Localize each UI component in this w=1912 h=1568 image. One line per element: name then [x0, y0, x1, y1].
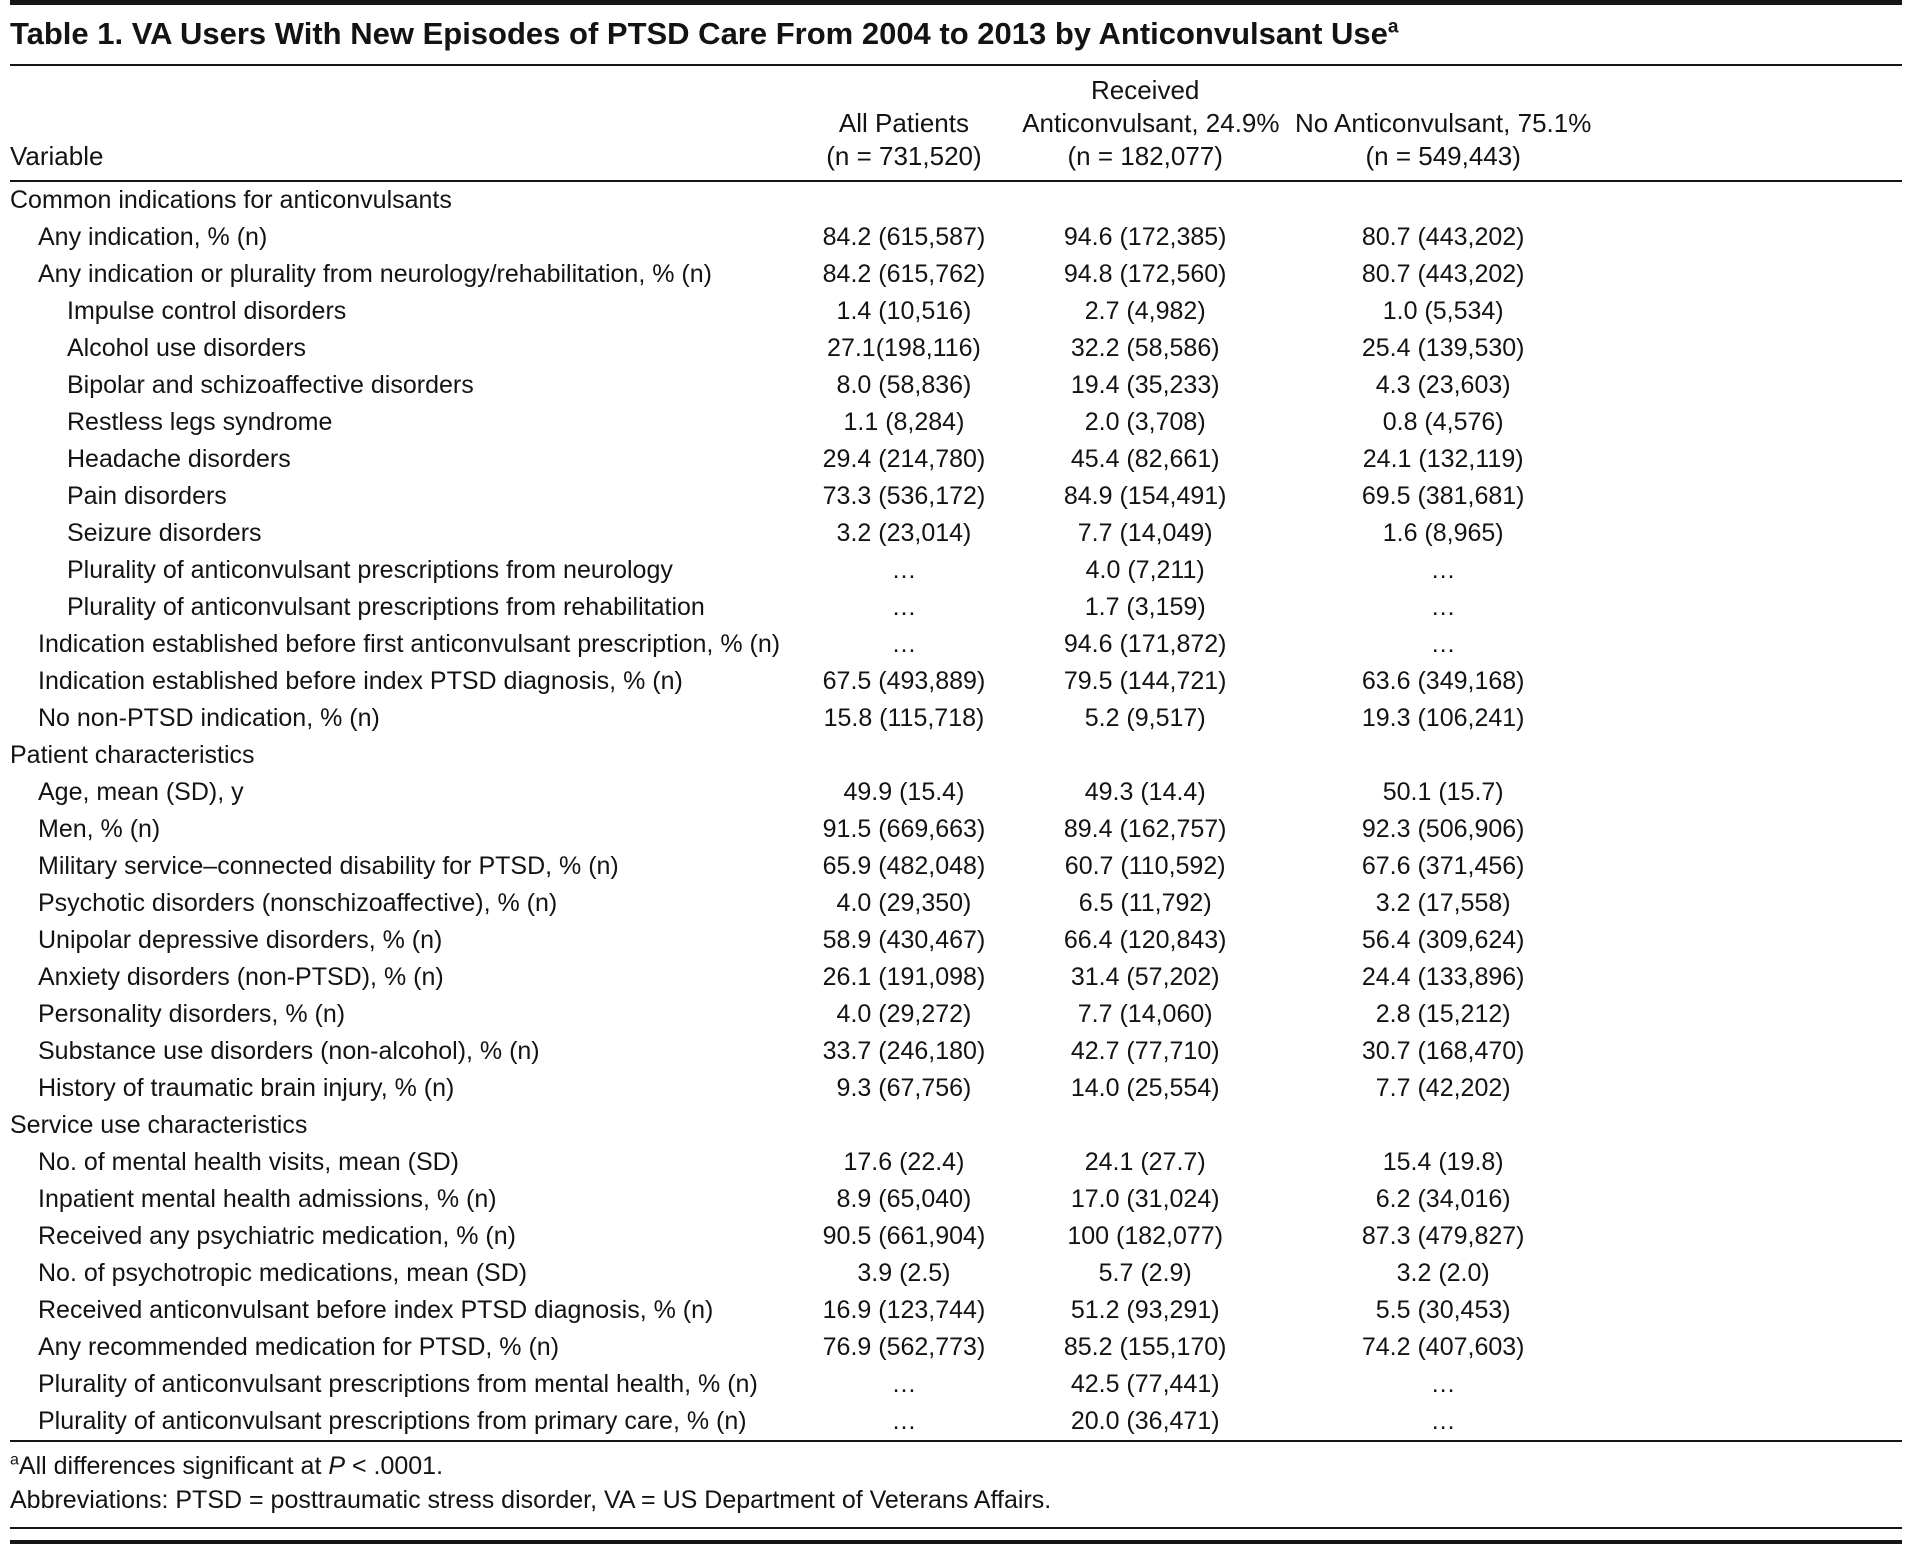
cell-all-patients: 73.3 (536,172) — [822, 482, 986, 510]
row-label: Impulse control disorders — [67, 297, 347, 325]
row-filler — [1618, 1070, 1902, 1107]
table-header — [10, 66, 1902, 181]
table-title — [10, 0, 1902, 66]
cell-all-patients — [786, 181, 1023, 219]
cell-received-anticonvulsant: 85.2 (155,170) — [1063, 1333, 1227, 1361]
row-filler — [1618, 478, 1902, 515]
data-table — [10, 66, 1902, 1440]
cell-no-anticonvulsant: 67.6 (371,456) — [1361, 852, 1525, 880]
cell-no-anticonvulsant: 30.7 (168,470) — [1361, 1037, 1525, 1065]
cell-all-patients: 90.5 (661,904) — [822, 1222, 986, 1250]
row-label: Plurality of anticonvulsant prescriptions from rehabilitation — [67, 593, 705, 621]
row-filler — [1618, 441, 1902, 478]
footnote-significance — [10, 1449, 1902, 1483]
row-filler — [1618, 774, 1902, 811]
table-row — [10, 1033, 1902, 1070]
row-label: Pain disorders — [67, 482, 227, 510]
cell-no-anticonvulsant: … — [1430, 630, 1456, 658]
row-filler — [1618, 367, 1902, 404]
cell-received-anticonvulsant: 79.5 (144,721) — [1063, 667, 1227, 695]
table-title-footnote-marker: a — [1387, 16, 1399, 38]
table-row — [10, 1366, 1902, 1403]
table-row — [10, 441, 1902, 478]
row-label: Indication established before index PTSD diagnosis, % (n) — [38, 667, 683, 695]
cell-no-anticonvulsant — [1268, 737, 1618, 774]
cell-received-anticonvulsant: 89.4 (162,757) — [1063, 815, 1227, 843]
cell-no-anticonvulsant: 15.4 (19.8) — [1382, 1148, 1504, 1176]
row-label: Personality disorders, % (n) — [38, 1000, 346, 1028]
no-anticonvulsant-label: No Anticonvulsant, 75.1% — [1295, 108, 1592, 138]
cell-no-anticonvulsant: 5.5 (30,453) — [1375, 1296, 1511, 1324]
table-header-row — [10, 66, 1902, 181]
cell-all-patients: 84.2 (615,762) — [822, 260, 986, 288]
cell-received-anticonvulsant: 24.1 (27.7) — [1084, 1148, 1206, 1176]
cell-received-anticonvulsant: 4.0 (7,211) — [1085, 556, 1205, 584]
row-filler — [1618, 1292, 1902, 1329]
table-row — [10, 737, 1902, 774]
row-label: Indication established before first anticonvulsant prescription, % (n) — [38, 630, 781, 658]
cell-no-anticonvulsant: 69.5 (381,681) — [1361, 482, 1525, 510]
cell-no-anticonvulsant — [1268, 1107, 1618, 1144]
column-header-no-anticonvulsant — [1268, 66, 1618, 181]
cell-received-anticonvulsant: 60.7 (110,592) — [1064, 852, 1226, 880]
table-row — [10, 1255, 1902, 1292]
row-label: Age, mean (SD), y — [38, 778, 244, 806]
row-label: Unipolar depressive disorders, % (n) — [38, 926, 443, 954]
column-header-all-patients — [786, 66, 1023, 181]
cell-all-patients: 15.8 (115,718) — [823, 704, 985, 732]
table-row — [10, 1403, 1902, 1440]
table-row — [10, 367, 1902, 404]
row-label: Plurality of anticonvulsant prescriptions from mental health, % (n) — [38, 1370, 758, 1398]
cell-all-patients: … — [891, 1370, 917, 1398]
row-filler — [1618, 589, 1902, 626]
table-row — [10, 1292, 1902, 1329]
cell-all-patients: … — [891, 630, 917, 658]
row-filler — [1618, 293, 1902, 330]
table-row — [10, 663, 1902, 700]
table-row — [10, 1329, 1902, 1366]
cell-all-patients: 58.9 (430,467) — [822, 926, 986, 954]
row-label: No non-PTSD indication, % (n) — [38, 704, 380, 732]
row-label: Any indication or plurality from neurology/rehabilitation, % (n) — [38, 260, 712, 288]
table-row — [10, 700, 1902, 737]
row-filler — [1618, 959, 1902, 996]
cell-no-anticonvulsant: 1.0 (5,534) — [1382, 297, 1504, 325]
cell-received-anticonvulsant: 94.6 (171,872) — [1063, 630, 1227, 658]
table-row — [10, 774, 1902, 811]
all-patients-label: All Patients — [838, 108, 969, 138]
table-row — [10, 1181, 1902, 1218]
row-label: Any indication, % (n) — [38, 223, 268, 251]
table-row — [10, 1144, 1902, 1181]
row-filler — [1618, 1033, 1902, 1070]
table-row — [10, 181, 1902, 219]
row-label: No. of mental health visits, mean (SD) — [38, 1148, 459, 1176]
row-filler — [1618, 922, 1902, 959]
cell-all-patients — [786, 1107, 1023, 1144]
cell-no-anticonvulsant: 80.7 (443,202) — [1361, 260, 1525, 288]
row-filler — [1618, 1107, 1902, 1144]
row-label: Patient characteristics — [10, 741, 255, 769]
cell-all-patients: 4.0 (29,350) — [836, 889, 972, 917]
row-label: Received any psychiatric medication, % (n) — [38, 1222, 516, 1250]
table-row — [10, 478, 1902, 515]
row-label: Plurality of anticonvulsant prescriptions from neurology — [67, 556, 673, 584]
table-row — [10, 1107, 1902, 1144]
table-title-text: Table 1. VA Users With New Episodes of PTSD Care From 2004 to 2013 by Anticonvulsant Use — [10, 16, 1388, 51]
cell-no-anticonvulsant: 25.4 (139,530) — [1361, 334, 1525, 362]
cell-all-patients: 65.9 (482,048) — [822, 852, 986, 880]
received-n: (n = 182,077) — [1067, 141, 1223, 171]
cell-received-anticonvulsant: 94.8 (172,560) — [1063, 260, 1227, 288]
cell-received-anticonvulsant: 20.0 (36,471) — [1070, 1407, 1220, 1435]
cell-no-anticonvulsant: 7.7 (42,202) — [1375, 1074, 1511, 1102]
cell-no-anticonvulsant: … — [1430, 1370, 1456, 1398]
cell-all-patients: 49.9 (15.4) — [843, 778, 965, 806]
row-label: Received anticonvulsant before index PTSD diagnosis, % (n) — [38, 1296, 714, 1324]
row-label: Seizure disorders — [67, 519, 262, 547]
cell-received-anticonvulsant: 49.3 (14.4) — [1084, 778, 1206, 806]
cell-no-anticonvulsant: … — [1430, 1407, 1456, 1435]
table-row — [10, 1218, 1902, 1255]
cell-received-anticonvulsant: 5.2 (9,517) — [1084, 704, 1206, 732]
cell-received-anticonvulsant: 66.4 (120,843) — [1063, 926, 1227, 954]
cell-received-anticonvulsant: 32.2 (58,586) — [1070, 334, 1220, 362]
row-filler — [1618, 1403, 1902, 1440]
row-filler — [1618, 181, 1902, 219]
cell-all-patients: 76.9 (562,773) — [822, 1333, 986, 1361]
cell-received-anticonvulsant: 2.7 (4,982) — [1084, 297, 1206, 325]
cell-all-patients: … — [891, 556, 917, 584]
column-header-variable — [10, 66, 786, 181]
row-filler — [1618, 1218, 1902, 1255]
row-filler — [1618, 552, 1902, 589]
row-filler — [1618, 330, 1902, 367]
cell-no-anticonvulsant: 6.2 (34,016) — [1375, 1185, 1511, 1213]
table-row — [10, 848, 1902, 885]
table-row — [10, 959, 1902, 996]
row-label: Any recommended medication for PTSD, % (n) — [38, 1333, 560, 1361]
cell-received-anticonvulsant — [1022, 737, 1268, 774]
cell-all-patients: 1.4 (10,516) — [836, 297, 972, 325]
row-label: Plurality of anticonvulsant prescriptions from primary care, % (n) — [38, 1407, 747, 1435]
row-label: Bipolar and schizoaffective disorders — [67, 371, 474, 399]
cell-no-anticonvulsant: 3.2 (2.0) — [1396, 1259, 1490, 1287]
row-filler — [1618, 737, 1902, 774]
cell-no-anticonvulsant: 24.4 (133,896) — [1361, 963, 1525, 991]
cell-all-patients: 8.9 (65,040) — [836, 1185, 972, 1213]
cell-no-anticonvulsant: … — [1430, 593, 1456, 621]
cell-received-anticonvulsant: 84.9 (154,491) — [1063, 482, 1227, 510]
cell-received-anticonvulsant: 51.2 (93,291) — [1070, 1296, 1220, 1324]
cell-all-patients: 8.0 (58,836) — [836, 371, 972, 399]
cell-no-anticonvulsant: 24.1 (132,119) — [1362, 445, 1524, 473]
row-filler — [1618, 885, 1902, 922]
cell-all-patients: 84.2 (615,587) — [822, 223, 986, 251]
column-header-variable-label: Variable — [10, 141, 104, 171]
row-label: Anxiety disorders (non-PTSD), % (n) — [38, 963, 444, 991]
cell-all-patients — [786, 737, 1023, 774]
cell-received-anticonvulsant: 19.4 (35,233) — [1070, 371, 1220, 399]
footnote-marker: a — [10, 1451, 19, 1469]
cell-received-anticonvulsant — [1022, 1107, 1268, 1144]
cell-received-anticonvulsant: 42.7 (77,710) — [1070, 1037, 1220, 1065]
cell-no-anticonvulsant: 1.6 (8,965) — [1382, 519, 1504, 547]
row-filler — [1618, 515, 1902, 552]
cell-no-anticonvulsant: 56.4 (309,624) — [1361, 926, 1525, 954]
cell-all-patients: 3.9 (2.5) — [857, 1259, 951, 1287]
cell-no-anticonvulsant: 92.3 (506,906) — [1361, 815, 1525, 843]
row-label: Restless legs syndrome — [67, 408, 333, 436]
row-label: Substance use disorders (non-alcohol), % (n) — [38, 1037, 540, 1065]
cell-all-patients: 9.3 (67,756) — [836, 1074, 972, 1102]
cell-all-patients: 17.6 (22.4) — [843, 1148, 965, 1176]
cell-received-anticonvulsant: 7.7 (14,049) — [1077, 519, 1213, 547]
row-label: No. of psychotropic medications, mean (SD) — [38, 1259, 528, 1287]
row-filler — [1618, 996, 1902, 1033]
row-label: Psychotic disorders (nonschizoaffective), % (n) — [38, 889, 558, 917]
cell-no-anticonvulsant — [1268, 181, 1618, 219]
row-filler — [1618, 404, 1902, 441]
row-filler — [1618, 1366, 1902, 1403]
table-body — [10, 181, 1902, 1440]
cell-all-patients: 1.1 (8,284) — [843, 408, 965, 436]
cell-received-anticonvulsant: 14.0 (25,554) — [1070, 1074, 1220, 1102]
header-filler — [1618, 66, 1902, 181]
cell-all-patients: 91.5 (669,663) — [822, 815, 986, 843]
cell-all-patients: 26.1 (191,098) — [822, 963, 986, 991]
cell-no-anticonvulsant: 50.1 (15.7) — [1382, 778, 1504, 806]
table-row — [10, 293, 1902, 330]
table-row — [10, 1070, 1902, 1107]
row-label: Men, % (n) — [38, 815, 161, 843]
cell-all-patients: 29.4 (214,780) — [822, 445, 986, 473]
table-row — [10, 996, 1902, 1033]
row-filler — [1618, 256, 1902, 293]
cell-all-patients: … — [891, 593, 917, 621]
column-header-received-anticonvulsant — [1022, 66, 1280, 181]
row-filler — [1618, 219, 1902, 256]
cell-received-anticonvulsant: 100 (182,077) — [1067, 1222, 1224, 1250]
cell-all-patients: 67.5 (493,889) — [822, 667, 986, 695]
cell-received-anticonvulsant: 6.5 (11,792) — [1078, 889, 1212, 917]
table-footnotes — [10, 1440, 1902, 1529]
cell-no-anticonvulsant: 80.7 (443,202) — [1361, 223, 1525, 251]
row-label: Alcohol use disorders — [67, 334, 307, 362]
footnote-significance-text: All differences significant at — [18, 1452, 329, 1480]
table-row — [10, 589, 1902, 626]
cell-no-anticonvulsant: 4.3 (23,603) — [1375, 371, 1511, 399]
row-filler — [1618, 811, 1902, 848]
cell-received-anticonvulsant: 31.4 (57,202) — [1070, 963, 1220, 991]
cell-all-patients: 4.0 (29,272) — [836, 1000, 972, 1028]
table-row — [10, 515, 1902, 552]
cell-received-anticonvulsant: 1.7 (3,159) — [1084, 593, 1206, 621]
cell-no-anticonvulsant: … — [1430, 556, 1456, 584]
cell-received-anticonvulsant: 5.7 (2.9) — [1098, 1259, 1192, 1287]
cell-all-patients: 27.1(198,116) — [827, 334, 981, 362]
row-filler — [1618, 1329, 1902, 1366]
table-row — [10, 404, 1902, 441]
no-anticonvulsant-n: (n = 549,443) — [1365, 141, 1521, 171]
row-label: Service use characteristics — [10, 1111, 308, 1139]
row-label: Common indications for anticonvulsants — [10, 186, 452, 214]
table-row — [10, 626, 1902, 663]
row-filler — [1618, 1144, 1902, 1181]
row-filler — [1618, 1255, 1902, 1292]
cell-no-anticonvulsant: 0.8 (4,576) — [1382, 408, 1504, 436]
cell-all-patients: 16.9 (123,744) — [822, 1296, 986, 1324]
row-label: Headache disorders — [67, 445, 291, 473]
cell-received-anticonvulsant: 45.4 (82,661) — [1070, 445, 1220, 473]
cell-no-anticonvulsant: 19.3 (106,241) — [1361, 704, 1525, 732]
cell-all-patients: … — [891, 1407, 917, 1435]
table-row — [10, 552, 1902, 589]
received-label-line2: Anticonvulsant, 24.9% — [1022, 108, 1280, 138]
received-label-line1: Received — [1090, 75, 1200, 105]
row-filler — [1618, 1181, 1902, 1218]
all-patients-n: (n = 731,520) — [826, 141, 982, 171]
row-label: Inpatient mental health admissions, % (n) — [38, 1185, 497, 1213]
cell-received-anticonvulsant: 42.5 (77,441) — [1070, 1370, 1220, 1398]
cell-all-patients: 33.7 (246,180) — [822, 1037, 986, 1065]
cell-received-anticonvulsant: 94.6 (172,385) — [1063, 223, 1227, 251]
cell-received-anticonvulsant: 17.0 (31,024) — [1070, 1185, 1220, 1213]
cell-no-anticonvulsant: 74.2 (407,603) — [1361, 1333, 1525, 1361]
row-filler — [1618, 700, 1902, 737]
cell-no-anticonvulsant: 63.6 (349,168) — [1361, 667, 1525, 695]
table-bottom-rule — [10, 1540, 1902, 1544]
row-filler — [1618, 663, 1902, 700]
cell-no-anticonvulsant: 3.2 (17,558) — [1375, 889, 1511, 917]
row-label: Military service–connected disability for PTSD, % (n) — [38, 852, 619, 880]
row-label: History of traumatic brain injury, % (n) — [38, 1074, 455, 1102]
cell-no-anticonvulsant: 2.8 (15,212) — [1375, 1000, 1511, 1028]
cell-no-anticonvulsant: 87.3 (479,827) — [1361, 1222, 1525, 1250]
table-row — [10, 330, 1902, 367]
footnote-abbreviations: Abbreviations: PTSD = posttraumatic stress disorder, VA = US Department of Veterans Affairs. — [10, 1486, 1052, 1514]
cell-received-anticonvulsant — [1022, 181, 1268, 219]
cell-all-patients: 3.2 (23,014) — [836, 519, 972, 547]
table-row — [10, 256, 1902, 293]
footnote-significance-value: < .0001. — [345, 1452, 444, 1480]
table-row — [10, 885, 1902, 922]
table-row — [10, 922, 1902, 959]
row-filler — [1618, 848, 1902, 885]
cell-received-anticonvulsant: 2.0 (3,708) — [1084, 408, 1206, 436]
cell-received-anticonvulsant: 7.7 (14,060) — [1077, 1000, 1213, 1028]
footnote-p-symbol: P — [328, 1452, 346, 1480]
table-row — [10, 219, 1902, 256]
table-row — [10, 811, 1902, 848]
row-filler — [1618, 626, 1902, 663]
